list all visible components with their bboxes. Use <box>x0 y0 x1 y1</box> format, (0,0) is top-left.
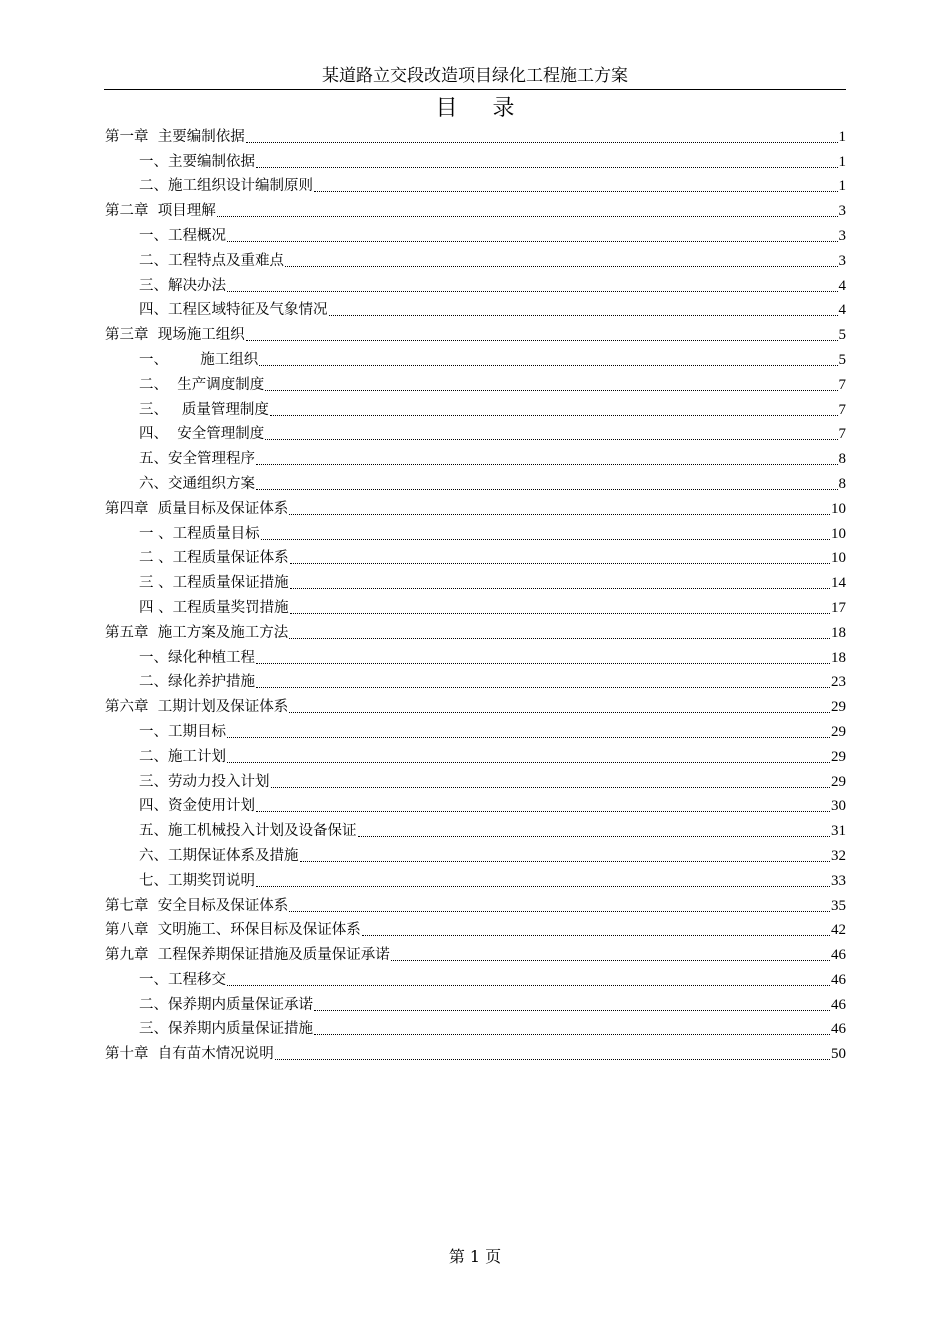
toc-entry-label: 二、绿化养护措施 <box>139 674 255 691</box>
toc-dot-leader <box>289 712 830 713</box>
toc-dot-leader <box>285 266 838 267</box>
toc-dot-leader <box>227 762 830 763</box>
toc-chapter-entry[interactable] <box>105 320 846 345</box>
toc-dot-leader <box>256 489 838 490</box>
toc-section-entry[interactable] <box>105 767 846 792</box>
toc-entry-page-number: 8 <box>838 475 846 492</box>
toc-section-entry[interactable] <box>105 444 846 469</box>
toc-dot-leader <box>391 960 830 961</box>
toc-entry-label: 一、工期目标 <box>139 723 226 740</box>
toc-dot-leader <box>227 291 838 292</box>
toc-dot-leader <box>270 415 838 416</box>
toc-entry-label: 二、工程特点及重难点 <box>139 252 284 269</box>
toc-section-entry[interactable] <box>105 370 846 395</box>
toc-entry-label: 五、施工机械投入计划及设备保证 <box>139 823 357 840</box>
toc-entry-page-number: 17 <box>831 599 846 616</box>
toc-entry-page-number: 1 <box>838 178 846 195</box>
toc-section-entry[interactable] <box>105 147 846 172</box>
toc-entry-page-number: 4 <box>838 302 846 319</box>
toc-entry-label: 二、施工组织设计编制原则 <box>139 178 313 195</box>
toc-section-entry[interactable] <box>105 841 846 866</box>
toc-entry-page-number: 3 <box>838 203 846 220</box>
toc-dot-leader <box>300 861 831 862</box>
toc-entry-page-number: 42 <box>831 922 846 939</box>
toc-dot-leader <box>290 613 830 614</box>
toc-entry-page-number: 29 <box>831 723 846 740</box>
toc-chapter-entry[interactable] <box>105 618 846 643</box>
toc-section-entry[interactable] <box>105 668 846 693</box>
toc-entry-page-number: 5 <box>838 351 846 368</box>
toc-entry-page-number: 33 <box>831 872 846 889</box>
toc-entry-page-number: 5 <box>838 327 846 344</box>
toc-entry-label: 五、安全管理程序 <box>139 451 255 468</box>
toc-entry-label: 三、解决办法 <box>139 277 226 294</box>
toc-entry-label: 三、 质量管理制度 <box>139 401 269 418</box>
toc-dot-leader <box>259 365 837 366</box>
toc-entry-page-number: 10 <box>831 500 846 517</box>
toc-title: 目 录 <box>435 96 529 121</box>
toc-section-entry[interactable] <box>105 395 846 420</box>
toc-entry-label: 一 、工程质量目标 <box>139 525 260 542</box>
toc-section-entry[interactable] <box>105 792 846 817</box>
toc-entry-label: 二 、工程质量保证体系 <box>139 550 289 567</box>
toc-entry-label: 一、绿化种植工程 <box>139 649 255 666</box>
toc-entry-page-number: 7 <box>838 426 846 443</box>
toc-section-entry[interactable] <box>105 965 846 990</box>
toc-entry-page-number: 46 <box>831 971 846 988</box>
toc-section-entry[interactable] <box>105 172 846 197</box>
toc-entry-label: 第十章 自有苗木情况说明 <box>105 1046 274 1063</box>
toc-section-entry[interactable] <box>105 643 846 668</box>
toc-chapter-entry[interactable] <box>105 196 846 221</box>
toc-dot-leader <box>289 911 830 912</box>
toc-dot-leader <box>227 985 830 986</box>
toc-section-entry[interactable] <box>105 568 846 593</box>
toc-entry-page-number: 7 <box>838 376 846 393</box>
toc-entry-label: 第五章 施工方案及施工方法 <box>105 624 289 641</box>
toc-entry-page-number: 7 <box>838 401 846 418</box>
toc-entry-label: 一、工程概况 <box>139 227 226 244</box>
toc-section-entry[interactable] <box>105 296 846 321</box>
toc-entry-page-number: 30 <box>831 798 846 815</box>
toc-entry-page-number: 29 <box>831 773 846 790</box>
toc-entry-page-number: 1 <box>838 128 846 145</box>
toc-entry-label: 四、工程区域特征及气象情况 <box>139 302 328 319</box>
toc-dot-leader <box>261 539 830 540</box>
toc-entry-label: 第六章 工期计划及保证体系 <box>105 699 289 716</box>
toc-section-entry[interactable] <box>105 816 846 841</box>
toc-entry-page-number: 46 <box>831 996 846 1013</box>
toc-dot-leader <box>227 241 838 242</box>
toc-entry-page-number: 1 <box>838 153 846 170</box>
toc-entry-label: 一、 施工组织 <box>139 351 259 368</box>
toc-dot-leader <box>358 836 831 837</box>
toc-dot-leader <box>227 737 830 738</box>
table-of-contents <box>105 122 846 1064</box>
toc-dot-leader <box>314 191 838 192</box>
toc-entry-page-number: 32 <box>831 847 846 864</box>
toc-section-entry[interactable] <box>105 866 846 891</box>
toc-dot-leader <box>362 935 830 936</box>
toc-entry-label: 四、 安全管理制度 <box>139 426 265 443</box>
toc-dot-leader <box>256 167 838 168</box>
toc-dot-leader <box>265 390 837 391</box>
toc-entry-label: 第九章 工程保养期保证措施及质量保证承诺 <box>105 947 390 964</box>
toc-section-entry[interactable] <box>105 271 846 296</box>
toc-section-entry[interactable] <box>105 990 846 1015</box>
toc-entry-page-number: 4 <box>838 277 846 294</box>
toc-section-entry[interactable] <box>105 1015 846 1040</box>
toc-section-entry[interactable] <box>105 246 846 271</box>
toc-chapter-entry[interactable] <box>105 891 846 916</box>
toc-entry-page-number: 31 <box>831 823 846 840</box>
toc-entry-label: 六、工期保证体系及措施 <box>139 847 299 864</box>
toc-entry-label: 四 、工程质量奖罚措施 <box>139 599 289 616</box>
toc-entry-label: 三、保养期内质量保证措施 <box>139 1021 313 1038</box>
toc-entry-label: 三 、工程质量保证措施 <box>139 575 289 592</box>
toc-dot-leader <box>289 638 830 639</box>
toc-dot-leader <box>329 315 838 316</box>
toc-entry-label: 第四章 质量目标及保证体系 <box>105 500 289 517</box>
toc-dot-leader <box>271 787 831 788</box>
toc-entry-label: 三、劳动力投入计划 <box>139 773 270 790</box>
toc-entry-page-number: 8 <box>838 451 846 468</box>
toc-dot-leader <box>246 340 838 341</box>
toc-entry-page-number: 18 <box>831 624 846 641</box>
toc-chapter-entry[interactable] <box>105 692 846 717</box>
toc-entry-label: 第七章 安全目标及保证体系 <box>105 897 289 914</box>
toc-entry-page-number: 46 <box>831 947 846 964</box>
toc-dot-leader <box>256 811 830 812</box>
toc-dot-leader <box>314 1034 830 1035</box>
toc-entry-label: 第八章 文明施工、环保目标及保证体系 <box>105 922 361 939</box>
toc-entry-page-number: 18 <box>831 649 846 666</box>
toc-section-entry[interactable] <box>105 345 846 370</box>
toc-section-entry[interactable] <box>105 420 846 445</box>
toc-entry-label: 第一章 主要编制依据 <box>105 128 245 145</box>
page-number-footer: 第 1 页 <box>448 1247 502 1266</box>
toc-section-entry[interactable] <box>105 469 846 494</box>
toc-dot-leader <box>256 687 830 688</box>
toc-section-entry[interactable] <box>105 717 846 742</box>
toc-entry-page-number: 3 <box>838 227 846 244</box>
toc-dot-leader <box>290 588 830 589</box>
toc-chapter-entry[interactable] <box>105 916 846 941</box>
toc-entry-page-number: 3 <box>838 252 846 269</box>
toc-section-entry[interactable] <box>105 519 846 544</box>
toc-entry-page-number: 10 <box>831 525 846 542</box>
toc-entry-page-number: 23 <box>831 674 846 691</box>
toc-section-entry[interactable] <box>105 593 846 618</box>
toc-dot-leader <box>289 514 830 515</box>
header-divider <box>104 89 846 90</box>
toc-entry-label: 第二章 项目理解 <box>105 203 216 220</box>
toc-section-entry[interactable] <box>105 544 846 569</box>
toc-entry-page-number: 35 <box>831 897 846 914</box>
toc-chapter-entry[interactable] <box>105 122 846 147</box>
toc-chapter-entry[interactable] <box>105 940 846 965</box>
toc-dot-leader <box>256 663 830 664</box>
toc-chapter-entry[interactable] <box>105 494 846 519</box>
toc-entry-label: 二、施工计划 <box>139 748 226 765</box>
toc-section-entry[interactable] <box>105 221 846 246</box>
toc-entry-label: 四、资金使用计划 <box>139 798 255 815</box>
toc-dot-leader <box>256 464 838 465</box>
toc-entry-label: 二、保养期内质量保证承诺 <box>139 996 313 1013</box>
toc-entry-label: 一、主要编制依据 <box>139 153 255 170</box>
toc-entry-label: 六、交通组织方案 <box>139 475 255 492</box>
toc-section-entry[interactable] <box>105 742 846 767</box>
toc-dot-leader <box>314 1010 830 1011</box>
toc-dot-leader <box>265 439 837 440</box>
toc-entry-page-number: 50 <box>831 1046 846 1063</box>
toc-dot-leader <box>290 563 830 564</box>
toc-entry-label: 一、工程移交 <box>139 971 226 988</box>
toc-dot-leader <box>256 886 830 887</box>
toc-entry-page-number: 10 <box>831 550 846 567</box>
toc-entry-page-number: 46 <box>831 1021 846 1038</box>
toc-entry-page-number: 14 <box>831 575 846 592</box>
toc-entry-page-number: 29 <box>831 699 846 716</box>
toc-entry-label: 七、工期奖罚说明 <box>139 872 255 889</box>
toc-entry-label: 第三章 现场施工组织 <box>105 327 245 344</box>
toc-chapter-entry[interactable] <box>105 1039 846 1064</box>
toc-entry-label: 二、 生产调度制度 <box>139 376 265 393</box>
toc-entry-page-number: 29 <box>831 748 846 765</box>
toc-dot-leader <box>246 142 838 143</box>
toc-dot-leader <box>217 216 838 217</box>
running-header: 某道路立交段改造项目绿化工程施工方案 <box>322 66 628 86</box>
toc-dot-leader <box>275 1059 830 1060</box>
